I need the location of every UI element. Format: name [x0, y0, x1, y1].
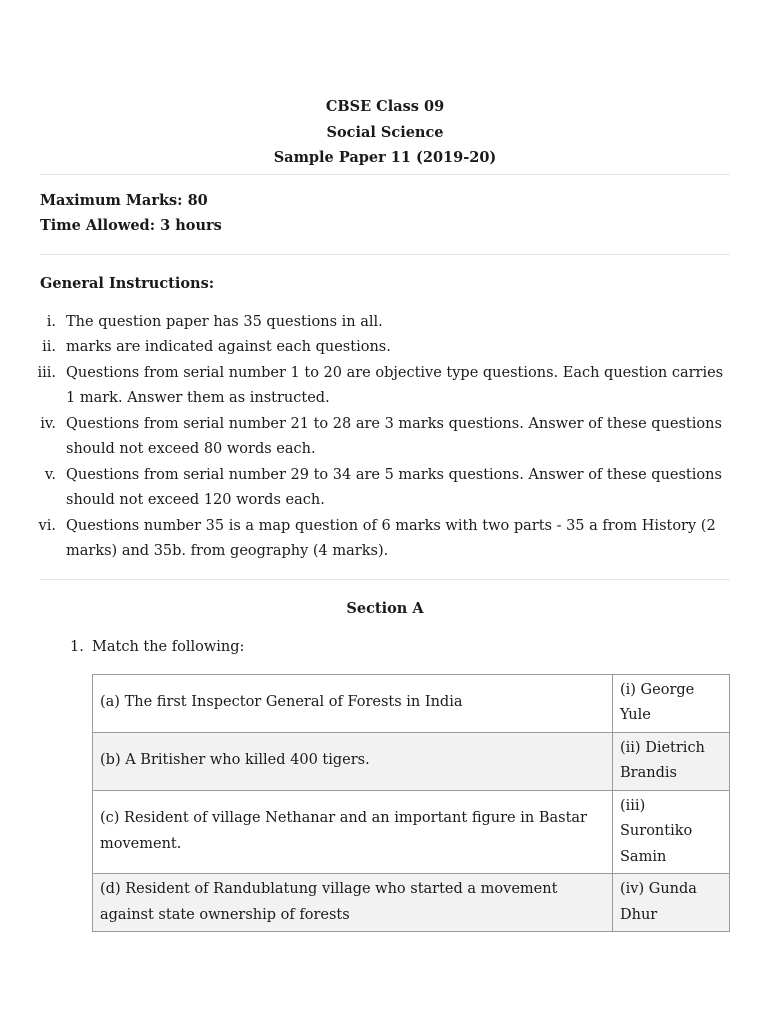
table-row [93, 674, 730, 732]
question-1 [70, 635, 730, 660]
instruction-text: Questions from serial number 29 to 34 are 5 marks questions. Answer of these questions should not exceed 120 words each. [66, 466, 722, 508]
match-left-cell: (b) A Britisher who killed 400 tigers. [93, 732, 613, 790]
subject-title: Social Science [326, 123, 444, 141]
instructions-list [37, 310, 730, 565]
instruction-number: ii. [42, 339, 56, 355]
instruction-number: v. [44, 466, 56, 483]
marks-block [40, 188, 730, 239]
maximum-marks: Maximum Marks: 80 [40, 191, 208, 209]
instruction-number: i. [46, 313, 56, 330]
divider [40, 254, 730, 255]
match-right-cell: (iv) Gunda Dhur [613, 874, 730, 932]
document-page [37, 0, 730, 932]
match-table [92, 674, 730, 933]
instruction-item [40, 412, 730, 463]
instruction-item [40, 335, 730, 361]
instruction-item [40, 514, 730, 565]
instruction-text: Questions from serial number 21 to 28 are 3 marks questions. Answer of these questions should not exceed 80 words each. [66, 415, 722, 457]
time-allowed: Time Allowed: 3 hours [40, 217, 222, 234]
section-title: Section A [346, 599, 424, 617]
instruction-number: vi. [38, 517, 56, 534]
question-text: Match the following: [92, 638, 245, 655]
table-row [93, 874, 730, 932]
paper-header [40, 94, 730, 171]
instruction-text: The question paper has 35 questions in all. [66, 313, 383, 330]
table-row [93, 790, 730, 874]
instruction-number: iv. [40, 415, 56, 432]
match-right-cell: (iii) Surontiko Samin [613, 790, 730, 874]
general-instructions-title: General Instructions: [40, 274, 215, 292]
divider [40, 174, 730, 175]
match-left-cell: (d) Resident of Randublatung village who started a movement against state ownership of forests [93, 874, 613, 932]
exam-board-class: CBSE Class 09 [325, 98, 445, 115]
question-number: 1. [70, 638, 84, 655]
instruction-item [37, 361, 730, 412]
instruction-number: iii. [37, 364, 56, 381]
instruction-item [40, 310, 730, 336]
match-right-cell: (ii) Dietrich Brandis [613, 732, 730, 790]
table-row [93, 732, 730, 790]
match-left-cell: (a) The first Inspector General of Forests in India [93, 674, 613, 732]
instruction-item [40, 463, 730, 514]
instruction-text: marks are indicated against each questions. [66, 339, 391, 355]
divider [40, 579, 730, 580]
match-right-cell: (i) George Yule [613, 674, 730, 732]
paper-title: Sample Paper 11 (2019-20) [273, 149, 497, 166]
instruction-text: Questions from serial number 1 to 20 are objective type questions. Each question carries 1 mark. Answer them as instructed. [66, 364, 724, 406]
match-left-cell: (c) Resident of village Nethanar and an important figure in Bastar movement. [93, 790, 613, 874]
instruction-text: Questions number 35 is a map question of 6 marks with two parts - 35 a from History (2 marks) and 35b. from geography (4 marks). [66, 517, 716, 559]
